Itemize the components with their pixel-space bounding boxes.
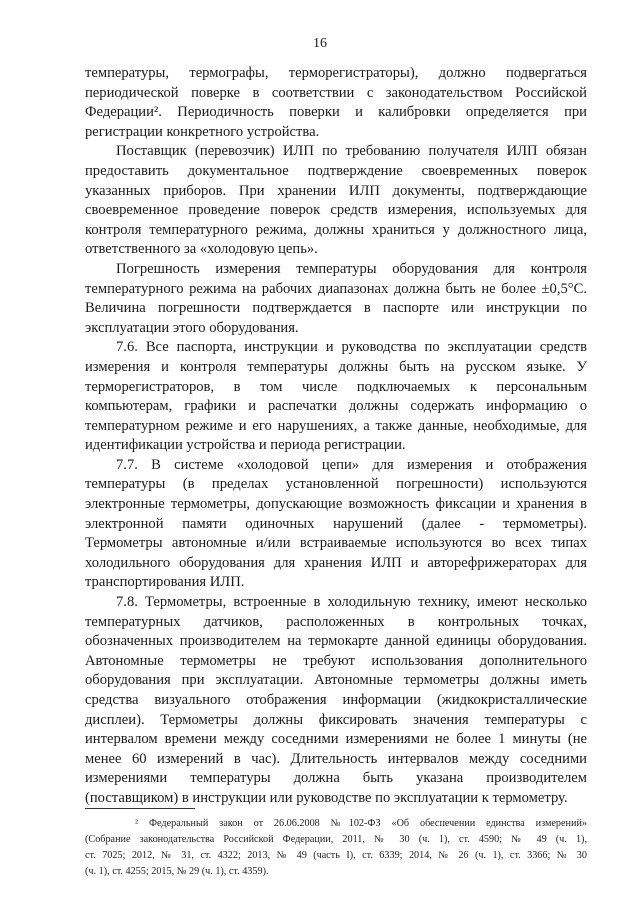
- text-line: электронной памяти одиночных нарушений (далее - термометры).: [85, 515, 587, 532]
- text-line: 7.8. Термометры, встроенные в холодильную технику, имеют несколько: [116, 594, 587, 611]
- text-line: контроля температурного режима, должны храниться у должностного лица,: [85, 221, 587, 238]
- text-line: Автономные термометры не требуют использования дополнительного: [85, 652, 587, 669]
- paragraph: [85, 456, 587, 593]
- footnote-line: ² Федеральный закон от 26.06.2008 №102-ФЗ «Об обеспечении единства измерений»: [135, 818, 587, 829]
- text-line: 7.7. В системе «холодовой цепи» для измерения и отображения: [116, 456, 587, 473]
- text-line: эксплуатации этого оборудования.: [85, 319, 299, 336]
- paragraph: [85, 260, 587, 338]
- text-line: температурных датчиков, расположенных в контрольных точках,: [85, 613, 587, 630]
- paragraph: [85, 338, 587, 456]
- text-line: транспортирования ИЛП.: [85, 574, 245, 591]
- text-line: предоставить документальное подтверждение своевременных поверок: [85, 162, 587, 179]
- footnote: [85, 816, 587, 880]
- text-line: Величина погрешности подтверждается в паспорте или инструкции по: [85, 300, 587, 317]
- text-line: компьютерам, графики и распечатки должны содержать информацию о: [85, 398, 587, 415]
- text-line: измерения и контроля температуры должны быть на русском языке. У: [85, 358, 587, 375]
- footnote-line: (ч. 1), ст. 4255; 2015, № 29 (ч. 1), ст. 4359).: [85, 866, 269, 877]
- text-line: идентификации устройства и периода регистрации.: [85, 437, 406, 454]
- text-line: средства визуального отображения информации (жидкокристаллические: [85, 692, 587, 708]
- footnote-line: ст. 7025; 2012, № 31, ст. 4322; 2013, № 49 (часть I), ст. 6339; 2014, № 26 (ч. 1), ст. 3366; № 30: [85, 850, 587, 861]
- text-line: своевременное проведение поверок средств измерения, используемых для: [85, 202, 587, 219]
- text-line: электронные термометры, допускающие возможность фиксации и хранения в: [85, 496, 587, 513]
- text-line: указанных приборов. При хранении ИЛП документы, подтверждающие: [85, 182, 587, 199]
- text-line: менее 60 измерений в час). Длительность интервалов между соседними: [85, 750, 587, 767]
- text-line: (поставщиком) в инструкции или руководстве по эксплуатации к термометру.: [85, 789, 568, 806]
- text-line: 7.6. Все паспорта, инструкции и руководства по эксплуатации средств: [116, 339, 587, 356]
- paragraph: [85, 593, 587, 809]
- text-line: обозначенных производителем на термокарте данной единицы оборудования.: [85, 633, 587, 650]
- text-line: Федерации². Периодичность поверки и калибровки определяется при: [85, 104, 587, 121]
- paragraph: [85, 142, 587, 260]
- text-line: Погрешность измерения температуры оборудования для контроля: [116, 260, 587, 277]
- text-line: дисплеи). Термометры должны фиксировать значения температуры с: [85, 711, 587, 728]
- text-line: температуры (в пределах установленной погрешности) используются: [85, 476, 587, 493]
- text-line: температуры, термографы, терморегистраторы), должно подвергаться: [85, 65, 587, 81]
- text-line: температурном режиме и его нарушениях, а также данные, необходимые, для: [85, 417, 587, 434]
- text-line: измерениями температуры должна быть указана производителем: [85, 770, 587, 787]
- document-body: [85, 64, 587, 809]
- text-line: регистрации конкретного устройства.: [85, 123, 320, 140]
- page-number: 16: [313, 36, 327, 51]
- footnote-line: (Собрание законодательства Российской Федерации, 2011, № 30 (ч. 1), ст. 4590; № 49 (ч. 1),: [85, 834, 587, 845]
- text-line: Термометры автономные и/или встраиваемые используются во всех типах: [85, 535, 587, 552]
- text-line: терморегистраторов, в том числе подключаемых к персональным: [85, 378, 587, 395]
- text-line: Поставщик (перевозчик) ИЛП по требованию получателя ИЛП обязан: [116, 143, 587, 160]
- footnote-divider: [85, 808, 195, 809]
- text-line: оборудования при эксплуатации. Автономные термометры должны иметь: [85, 672, 587, 689]
- text-line: ответственного за «холодовую цепь».: [85, 241, 318, 258]
- paragraph: [85, 64, 587, 142]
- text-line: холодильного оборудования для хранения ИЛП и авторефрижераторах для: [85, 554, 587, 571]
- text-line: периодической поверке в соответствии с законодательством Российской: [85, 84, 587, 101]
- text-line: температурного режима на рабочих диапазонах должна быть не более ±0,5°С.: [85, 280, 587, 297]
- text-line: интервалом времени между соседними измерениями не более 1 минуты (не: [85, 731, 587, 748]
